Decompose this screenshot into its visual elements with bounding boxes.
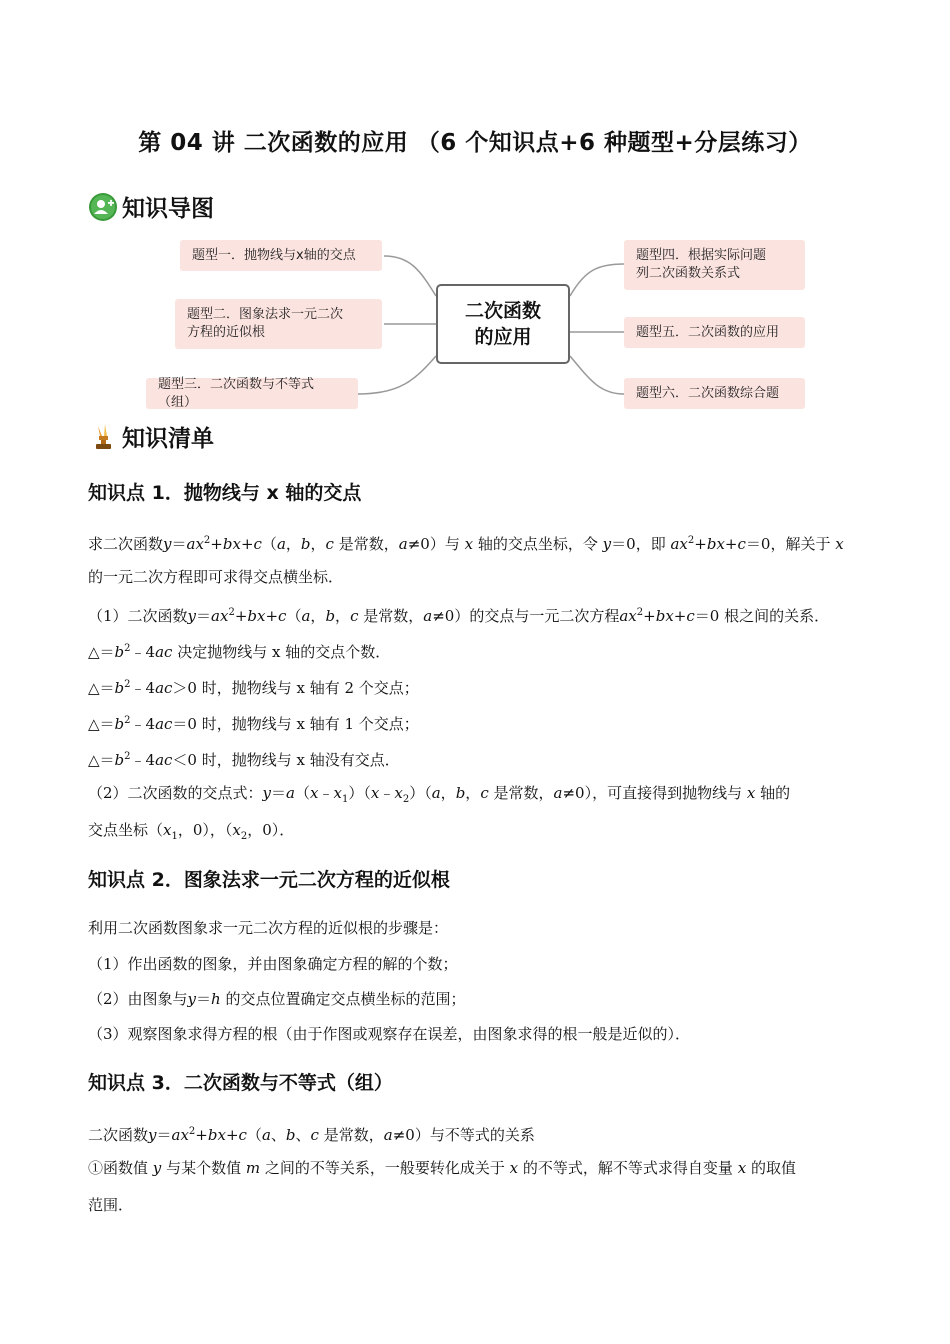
mindmap-node-type6: 题型六．二次函数综合题 — [624, 378, 805, 409]
mindmap-heading: 知识导图 — [122, 196, 214, 222]
mindmap-center-node: 二次函数 的应用 — [436, 284, 570, 364]
kp2-paragraph-1: 利用二次函数图象求一元二次方程的近似根的步骤是： — [88, 919, 449, 937]
mindmap-node-type3: 题型三．二次函数与不等式（组） — [146, 378, 358, 409]
page-title: 第 04 讲 二次函数的应用 （6 个知识点+6 种题型+分层练习） — [138, 130, 812, 156]
kp2-paragraph-4: （3）观察图象求得方程的根（由于作图或观察存在误差，由图象求得的根一般是近似的）． — [88, 1025, 691, 1043]
kp3-heading: 知识点 3．二次函数与不等式（组） — [88, 1072, 393, 1094]
kp1-heading: 知识点 1．抛物线与 x 轴的交点 — [88, 482, 362, 504]
kp3-paragraph-2: ①函数值 y 与某个数值 m 之间的不等关系，一般要转化成关于 x 的不等式，解不等式求得自变量 x 的取值 — [88, 1159, 796, 1177]
mindmap-node-type2: 题型二．图象法求一元二次 方程的近似根 — [175, 299, 382, 349]
kp3-paragraph-1: 二次函数$y=ax^2+bx+c(a$、b、c 是常数，a≠0）与不等式的关系 — [88, 1126, 535, 1144]
kp2-heading: 知识点 2．图象法求一元二次方程的近似根 — [88, 869, 450, 891]
kp1-paragraph-5: $\triangle=b^2﹣4ac>0$ 时，抛物线与 x 轴有 2 个交点； — [88, 679, 419, 697]
kp2-paragraph-3: （2）由图象与y＝h 的交点位置确定交点横坐标的范围； — [88, 990, 466, 1008]
list-heading: 知识清单 — [122, 426, 214, 452]
kp1-paragraph-6: $\triangle=b^2﹣4ac=0$ 时，抛物线与 x 轴有 1 个交点； — [88, 715, 419, 733]
mindmap-node-type5: 题型五．二次函数的应用 — [624, 317, 805, 348]
kp1-paragraph-4: $\triangle=b^2﹣4ac$ 决定抛物线与 x 轴的交点个数． — [88, 643, 391, 661]
trophy-icon — [88, 422, 118, 452]
kp1-paragraph-9: 交点坐标（$x_1$，0），（$x_2$，0）． — [88, 821, 295, 842]
kp1-paragraph-1: 求二次函数$y=ax^2+bx+c(a$，b，c 是常数，a≠0）与 x 轴的交点坐标，令 y＝0，即 $ax^2+bx+c=0$，解关于 x — [88, 535, 844, 553]
list-section-header — [88, 420, 214, 453]
kp1-paragraph-3: （1）二次函数$y=ax^2+bx+c(a$，b，c 是常数，a≠0）的交点与一元二次方程$ax^2+bx+c=0$ 根之间的关系． — [88, 607, 830, 625]
kp3-paragraph-3: 范围． — [88, 1196, 134, 1214]
mindmap-node-type4: 题型四．根据实际问题 列二次函数关系式 — [624, 240, 805, 290]
mindmap-node-type1: 题型一．抛物线与x轴的交点 — [180, 240, 382, 271]
kp2-paragraph-2: （1）作出函数的图象，并由图象确定方程的解的个数； — [88, 955, 458, 973]
kp1-paragraph-7: $\triangle=b^2﹣4ac<0$ 时，抛物线与 x 轴没有交点． — [88, 751, 400, 769]
kp1-paragraph-8: （2）二次函数的交点式：$y=a(x﹣x_1)(x﹣x_2)(a$，b，c 是常数，a≠0），可直接得到抛物线与 x 轴的 — [88, 784, 791, 805]
kp1-paragraph-2: 的一元二次方程即可求得交点横坐标． — [88, 568, 344, 586]
